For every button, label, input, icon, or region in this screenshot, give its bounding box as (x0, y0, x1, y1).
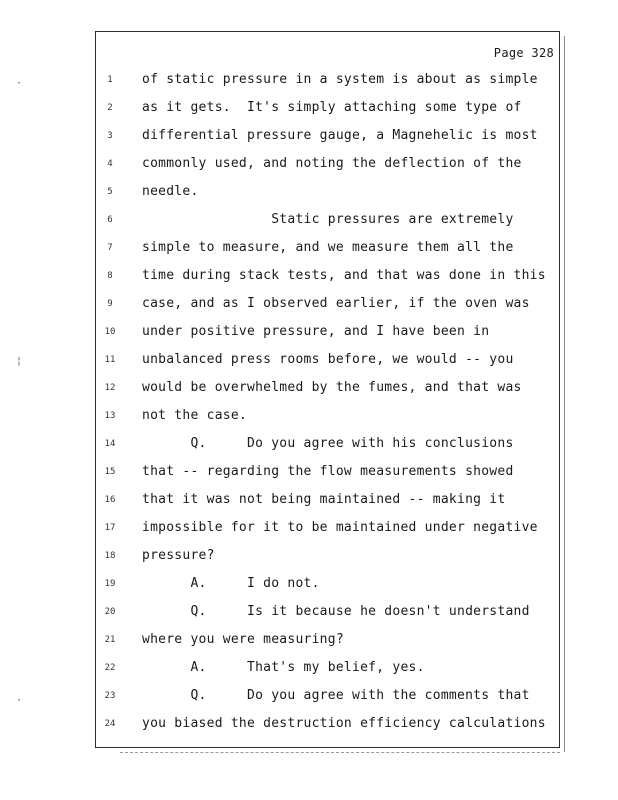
line-number: 10 (104, 327, 116, 337)
line-text: where you were measuring? (142, 632, 344, 647)
line-text: needle. (142, 184, 199, 199)
line-number: 6 (107, 215, 113, 225)
line-text: simple to measure, and we measure them all the (142, 240, 514, 255)
transcript-line (96, 520, 561, 540)
line-number: 15 (104, 467, 116, 477)
line-text: Q. Do you agree with his conclusions (142, 436, 514, 451)
margin-tick-mark: · (16, 78, 23, 89)
line-text: commonly used, and noting the deflection of the (142, 156, 522, 171)
line-text: unbalanced press rooms before, we would -- you (142, 352, 514, 367)
transcript-line (96, 128, 561, 148)
line-text: differential pressure gauge, a Magnehelic is most (142, 128, 538, 143)
transcript-line (96, 240, 561, 260)
line-text: as it gets. It's simply attaching some type of (142, 100, 522, 115)
transcript-line (96, 688, 561, 708)
line-number: 1 (107, 75, 113, 85)
line-text: of static pressure in a system is about as simple (142, 72, 538, 87)
line-number: 8 (107, 271, 113, 281)
transcript-line (96, 576, 561, 596)
transcript-line (96, 408, 561, 428)
transcript-line (96, 380, 561, 400)
margin-tick-mark: · (16, 695, 23, 706)
line-text: that -- regarding the flow measurements showed (142, 464, 514, 479)
line-number: 13 (104, 411, 116, 421)
line-number: 19 (104, 579, 116, 589)
transcript-frame (95, 31, 560, 748)
line-number: 3 (107, 131, 113, 141)
line-text: you biased the destruction efficiency calculations (142, 716, 546, 731)
line-number: 2 (107, 103, 113, 113)
transcript-line (96, 184, 561, 204)
line-number: 16 (104, 495, 116, 505)
line-number: 24 (104, 719, 116, 729)
transcript-line (96, 352, 561, 372)
transcript-line (96, 548, 561, 568)
line-number: 5 (107, 187, 113, 197)
line-number: 23 (104, 691, 116, 701)
line-text: pressure? (142, 548, 215, 563)
transcript-line (96, 464, 561, 484)
transcript-line (96, 296, 561, 316)
transcript-line (96, 632, 561, 652)
transcript-line (96, 436, 561, 456)
line-number: 22 (104, 663, 116, 673)
line-number: 9 (107, 299, 113, 309)
line-text: A. I do not. (142, 576, 320, 591)
line-number: 11 (104, 355, 116, 365)
line-text: under positive pressure, and I have been in (142, 324, 490, 339)
margin-tick-mark: ¦ (16, 356, 23, 367)
line-number: 14 (104, 439, 116, 449)
line-text: Q. Do you agree with the comments that (142, 688, 530, 703)
line-text: not the case. (142, 408, 247, 423)
transcript-line (96, 100, 561, 120)
line-number: 4 (107, 159, 113, 169)
line-text: impossible for it to be maintained under negative (142, 520, 538, 535)
transcript-line (96, 72, 561, 92)
line-number: 12 (104, 383, 116, 393)
line-number: 20 (104, 607, 116, 617)
transcript-line (96, 492, 561, 512)
transcript-line (96, 268, 561, 288)
line-text: Q. Is it because he doesn't understand (142, 604, 530, 619)
transcript-line (96, 716, 561, 736)
line-text: case, and as I observed earlier, if the oven was (142, 296, 530, 311)
line-number: 17 (104, 523, 116, 533)
line-number: 7 (107, 243, 113, 253)
line-number: 18 (104, 551, 116, 561)
line-text: time during stack tests, and that was done in this (142, 268, 546, 283)
transcript-line (96, 212, 561, 232)
transcript-line (96, 156, 561, 176)
line-text: would be overwhelmed by the fumes, and that was (142, 380, 522, 395)
line-text: Static pressures are extremely (142, 212, 514, 227)
transcript-line (96, 604, 561, 624)
line-text: A. That's my belief, yes. (142, 660, 425, 675)
page-number: Page 328 (493, 46, 554, 60)
bottom-rule (120, 752, 560, 753)
line-number: 21 (104, 635, 116, 645)
line-text: that it was not being maintained -- making it (142, 492, 506, 507)
transcript-line (96, 324, 561, 344)
transcript-line (96, 660, 561, 680)
